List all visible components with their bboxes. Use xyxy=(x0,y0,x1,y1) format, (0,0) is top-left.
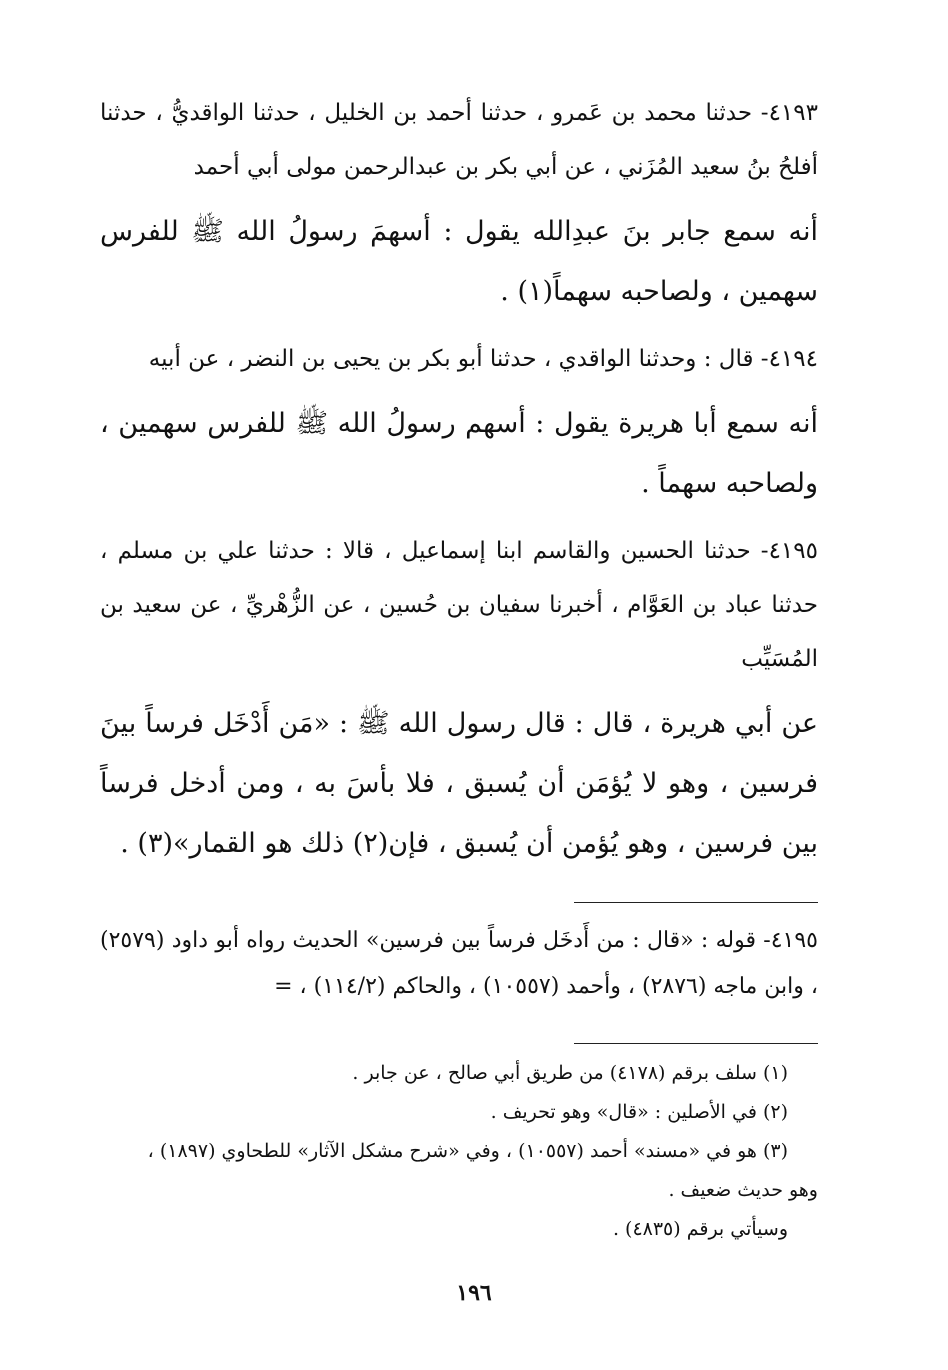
footnote-3: (٣) هو في «مسند» أحمد (١٠٥٥٧) ، وفي «شرح مشكل الآثار» للطحاوي (١٨٩٧) ، xyxy=(147,1140,788,1162)
commentary-4195: ٤١٩٥- قوله : «قال : من أَدخَل فرساً بين فرسين» الحديث رواه أبو داود (٢٥٧٩) ، وابن ماجه (٢٨٧٦) ، وأحمد (١٠٥٥٧) ، والحاكم (١١٤/٢) ، = xyxy=(100,928,818,999)
commentary xyxy=(100,918,818,1010)
main-text xyxy=(100,86,818,884)
page-number: ١٩٦ xyxy=(456,1280,492,1306)
hadith-4194-text: أنه سمع أبا هريرة يقول : أسهم رسولُ الله ﷺ للفرس سهمين ، ولصاحبه سهماً . xyxy=(100,408,818,499)
hadith-4193-text: أنه سمع جابر بنَ عبدِالله يقول : أسهمَ رسولُ الله ﷺ للفرس سهمين ، ولصاحبه سهماً(١) . xyxy=(100,216,818,307)
hadith-4194-chain: ٤١٩٤- قال : وحدثنا الواقدي ، حدثنا أبو بكر بن يحيى بن النضر ، عن أبيه xyxy=(148,346,818,372)
hadith-4195-text: عن أبي هريرة ، قال : قال رسول الله ﷺ : «مَن أَدْخَل فرساً بينَ فرسين ، وهو لا يُؤمَن أن يُسبق ، فلا بأسَ به ، ومن أدخل فرساً بين فرسين ، وهو يُؤمن أن يُسبق ، فإن(٢) ذلك هو القمار»(٣) . xyxy=(100,708,818,859)
hadith-4193-chain: ٤١٩٣- حدثنا محمد بن عَمرو ، حدثنا أحمد بن الخليل ، حدثنا الواقديُّ ، حدثنا أفلحُ بنُ سعيد المُزَني ، عن أبي بكر بن عبدالرحمن مولى أبي أحمد xyxy=(100,100,818,180)
commentary-divider xyxy=(574,902,818,903)
footnotes xyxy=(100,1054,818,1249)
footnote-2: (٢) في الأصلين : «قال» وهو تحريف . xyxy=(490,1101,788,1123)
footnote-divider xyxy=(574,1043,818,1044)
footnote-3-continuation: وهو حديث ضعيف . xyxy=(668,1179,818,1201)
footnote-3-extra: وسيأتي برقم (٤٨٣٥) . xyxy=(612,1218,788,1240)
hadith-4195-chain: ٤١٩٥- حدثنا الحسين والقاسم ابنا إسماعيل ، قالا : حدثنا علي بن مسلم ، حدثنا عباد بن العَوَّام ، أخبرنا سفيان بن حُسين ، عن الزُّهْريِّ ، عن سعيد بن المُسَيِّب xyxy=(100,538,818,672)
footnote-1: (١) سلف برقم (٤١٧٨) من طريق أبي صالح ، عن جابر . xyxy=(352,1062,788,1084)
